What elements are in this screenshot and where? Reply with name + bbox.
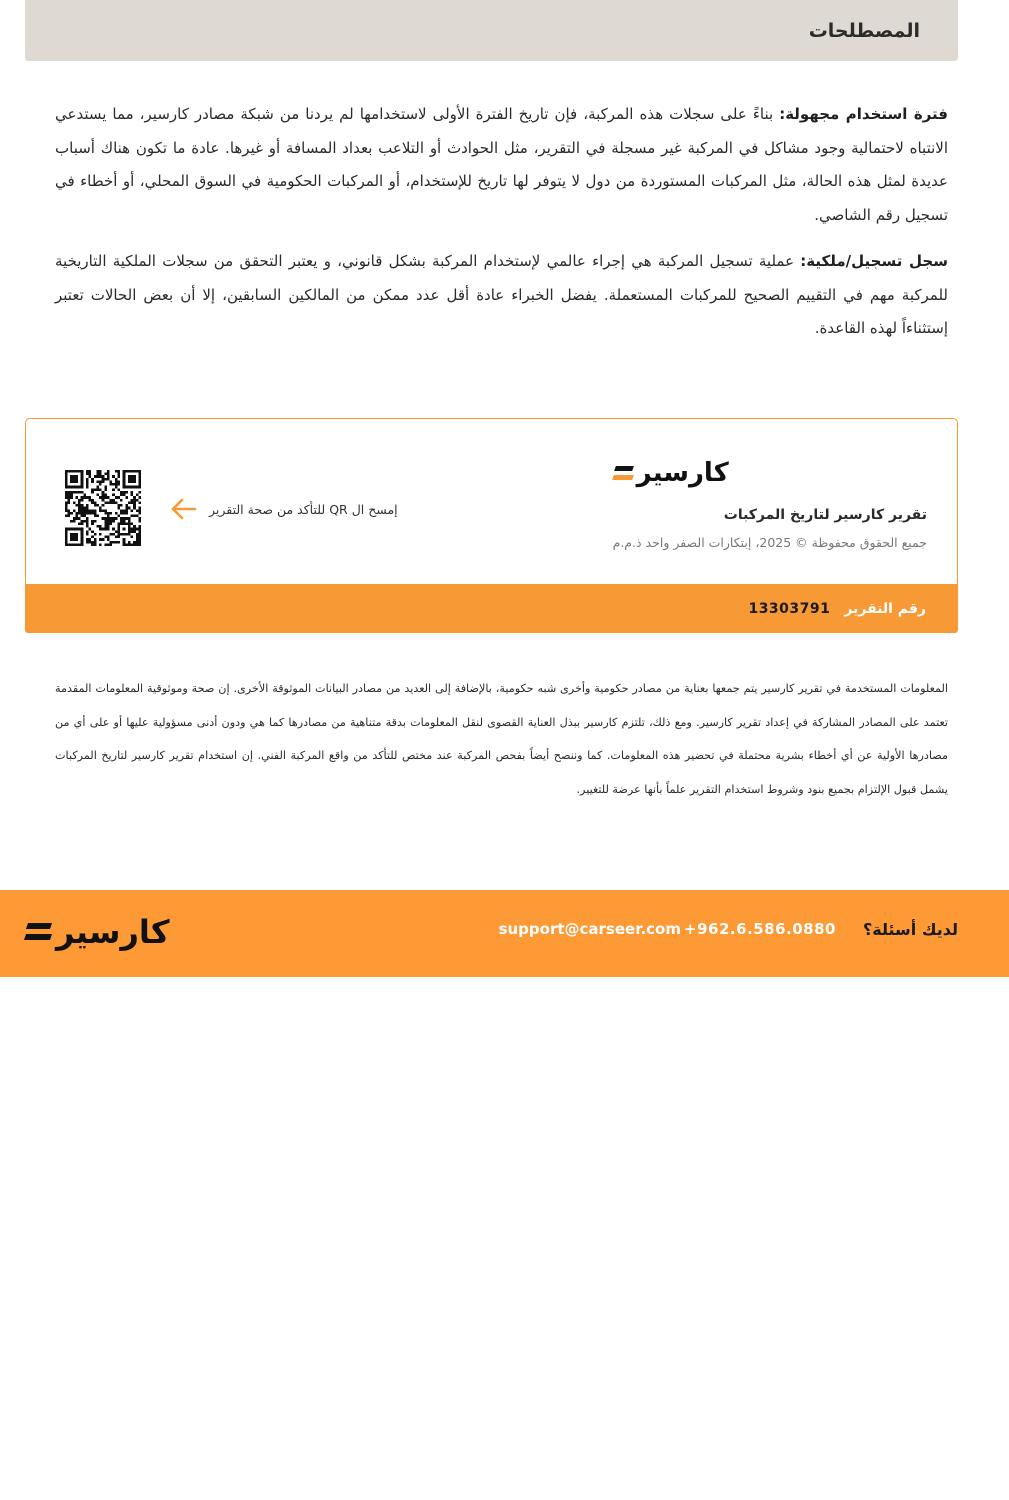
footer-logo-text: كارسير xyxy=(56,913,170,951)
logo-text: كارسير xyxy=(636,458,729,488)
carseer-logo xyxy=(613,457,927,489)
scan-text: إمسح ال QR للتأكد من صحة التقرير xyxy=(209,501,398,517)
report-number-value: 13303791 xyxy=(748,600,831,617)
term-text: بناءً على سجلات هذه المركبة، فإن تاريخ الفترة الأولى لاستخدامها لم يردنا من شبكة مصادر كارسير، مما يستدعي الانتباه لاحتمالية وجود مشاكل في المركبة غير مسجلة في التقرير، مثل الحوادث أو التلاعب بعداد المسافة أو غيرها. عادة ما تكون هناك أسباب عديدة لمثل هذه الحالة، مثل المركبات المستوردة من دول لا يتوفر لها تاريخ للإستخدام، أو المركبات الحكومية في السوق المحلي، أو أخطاء في تسجيل رقم الشاصي. xyxy=(55,105,948,224)
disclaimer xyxy=(55,672,948,806)
term-text: عملية تسجيل المركبة هي إجراء عالمي لإستخدام المركبة بشكل قانوني، و يعتبر التحقق من سجلات الملكية التاريخية للمركبة مهم في التقييم الصحيح للمركبات المستعملة. يفضل الخبراء عادة أقل عدد ممكن من المالكين السابقين، إلا أن بعض الحالات تعتبر إستثناءاً لهذه القاعدة. xyxy=(55,252,948,337)
report-number-bar xyxy=(25,584,958,633)
footer-logo-mark-icon xyxy=(25,921,53,943)
copyright-text: جميع الحقوق محفوظة © 2025، إبتكارات الصفر واحد ذ.م.م xyxy=(612,535,927,550)
terms-heading: المصطلحات xyxy=(808,19,920,42)
report-card xyxy=(25,418,958,585)
term-item xyxy=(55,98,948,232)
terms-body xyxy=(55,98,948,359)
footer xyxy=(0,890,1009,977)
logo-mark-icon xyxy=(613,464,635,482)
scan-instruction xyxy=(169,497,398,521)
footer-email-link[interactable]: support@carseer.com xyxy=(498,920,681,938)
qr-code-icon[interactable] xyxy=(65,470,141,546)
report-number-label: رقم التقرير xyxy=(844,600,926,617)
footer-question: لديك أسئلة؟ xyxy=(863,920,958,939)
footer-phone-link[interactable]: +962.6.586.0880 xyxy=(684,920,836,938)
term-item xyxy=(55,245,948,346)
term-title: فترة استخدام مجهولة: xyxy=(779,105,949,123)
report-title: تقرير كارسير لتاريخ المركبات xyxy=(723,507,927,523)
terms-header xyxy=(25,0,958,61)
brand-block xyxy=(613,457,927,550)
footer-logo xyxy=(25,912,169,952)
disclaimer-text: المعلومات المستخدمة في تقرير كارسير يتم جمعها بعناية من مصادر حكومية وأخرى شبه حكومية، بالإضافة إلى العديد من مصادر البيانات الموثوقة الأخرى. إن صحة وموثوقية المعلومات المقدمة تعتمد على المصادر المشاركة في إعداد تقرير كارسير. ومع ذلك، تلتزم كارسير ببذل العناية القصوى لنقل المعلومات بدقة متناهية من مصادرها كما هي ودون أدنى مسؤولية عليها أو على أي من مصادرها الأولية عن أي أخطاء بشرية محتملة في تحضير هذه المعلومات. كما وننصح أيضاً بفحص المركبة عند مختص للتأكد من واقع المركبة الفني. إن استخدام تقرير كارسير لتاريخ المركبات يشمل قبول الإلتزام بجميع بنود وشروط استخدام التقرير علماً بأنها عرضة للتغيير. xyxy=(55,682,948,796)
arrow-left-icon xyxy=(169,497,197,521)
term-title: سجل تسجيل/ملكية: xyxy=(800,252,948,270)
